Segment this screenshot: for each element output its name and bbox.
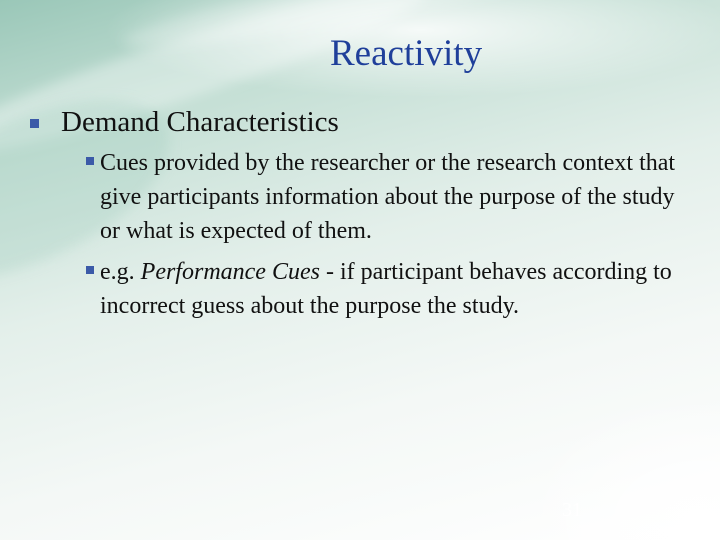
bullet-item-level1: [30, 104, 339, 140]
emphasized-term: Performance Cues: [140, 259, 320, 285]
bullet-item-level2: [86, 146, 680, 248]
bullet-text: [100, 255, 680, 323]
page-number: 31: [562, 499, 582, 521]
square-bullet-icon: [86, 157, 94, 165]
bullet-item-level2: [86, 255, 680, 323]
example-description: - if participant behaves according to incorrect guess about the purpose the study.: [100, 259, 672, 319]
square-bullet-icon: [86, 266, 94, 274]
slide-title: Reactivity: [330, 33, 483, 74]
bullet-text: Cues provided by the researcher or the research context that give participants information about the purpose of the study or what is expected of them.: [100, 150, 676, 244]
square-bullet-icon: [30, 119, 39, 128]
bullet-text: Demand Characteristics: [61, 106, 339, 138]
example-prefix: e.g.: [100, 259, 141, 285]
